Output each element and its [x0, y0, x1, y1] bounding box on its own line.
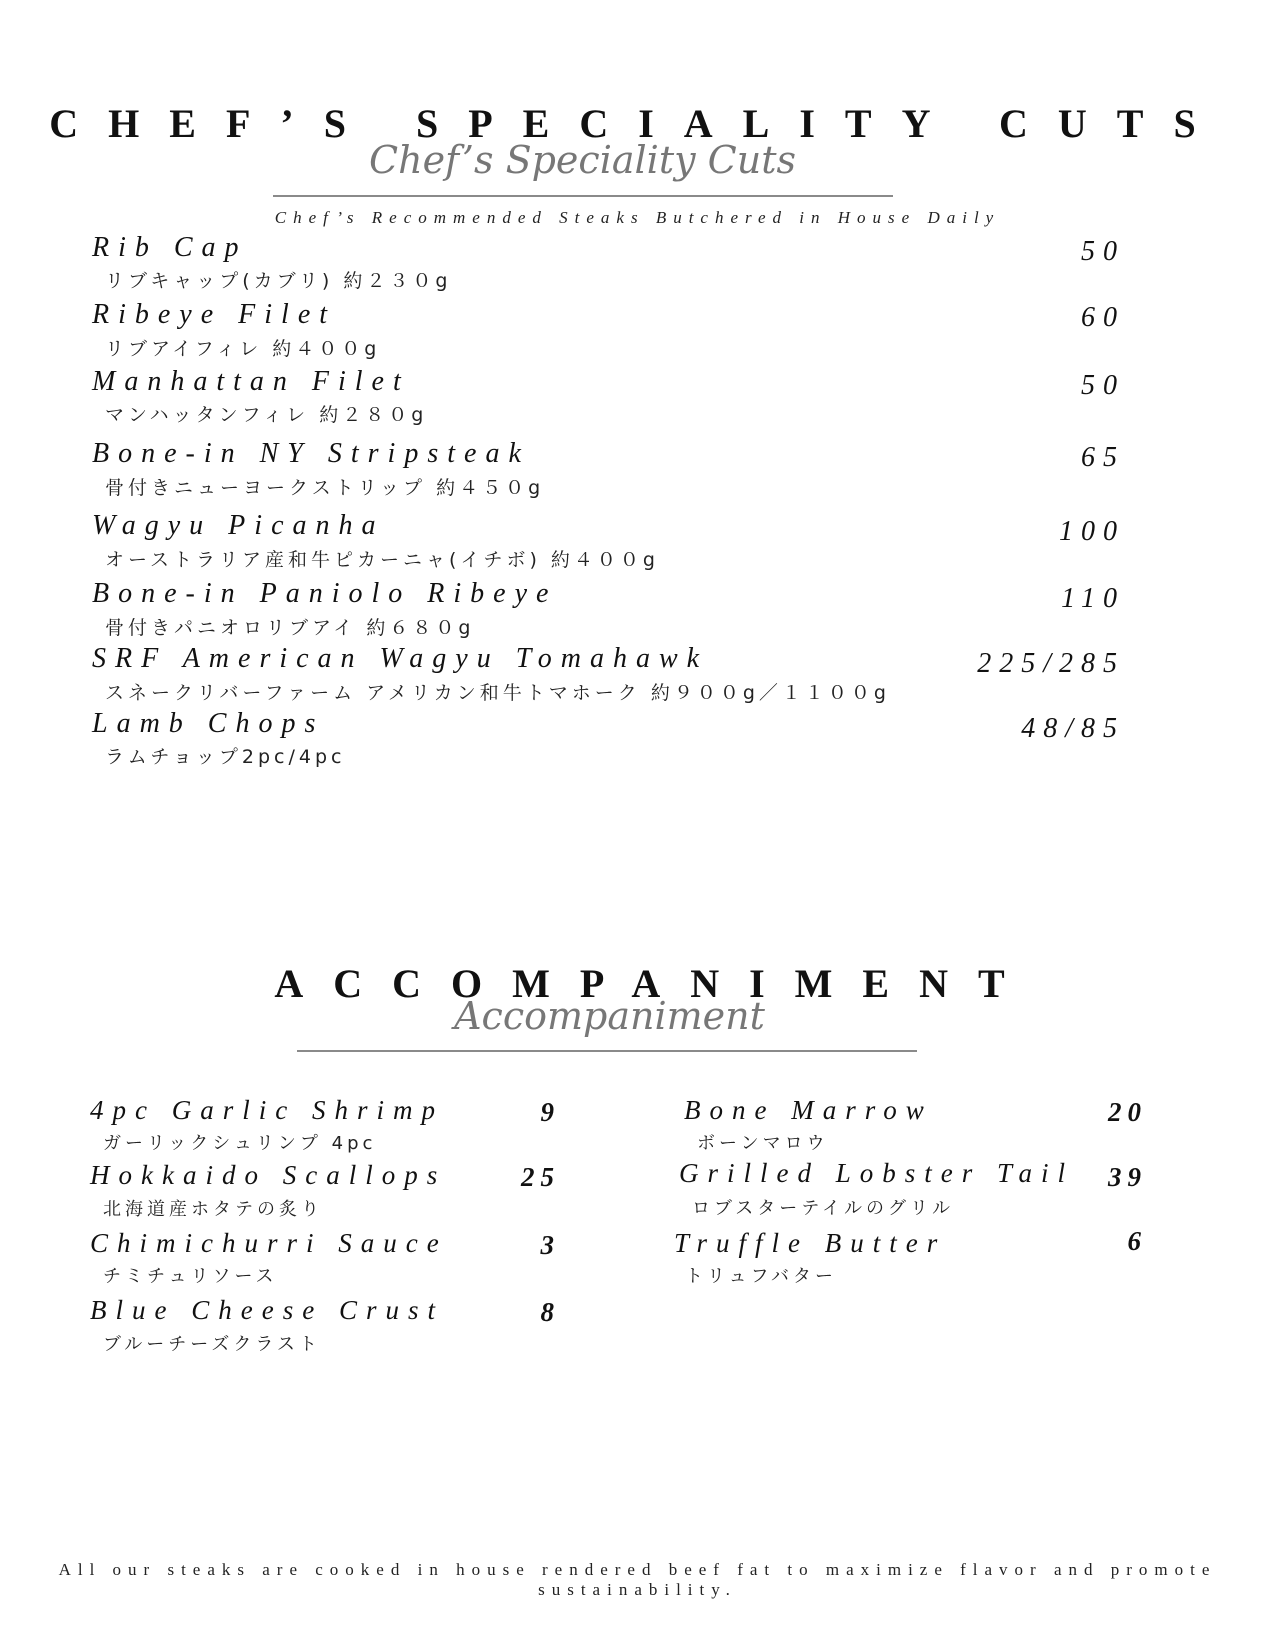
item-japanese-name: マンハッタンフィレ 約２８０g [105, 404, 428, 426]
item-price: 20 [1108, 1097, 1147, 1127]
item-name: Wagyu Picanha [92, 510, 385, 541]
item-japanese-name: ボーンマロウ [697, 1133, 829, 1154]
item-japanese-name: オーストラリア産和牛ピカーニャ(イチボ) 約４００g [105, 549, 659, 571]
item-japanese-name: トリュフバター [685, 1266, 838, 1287]
item-name: Grilled Lobster Tail [679, 1158, 1075, 1188]
chefs-script-title: Chef’s Speciality Cuts [369, 138, 796, 182]
item-name: Truffle Butter [674, 1228, 947, 1258]
item-name: Blue Cheese Crust [90, 1295, 444, 1325]
item-japanese-name: チミチュリソース [103, 1266, 278, 1287]
chefs-tagline: Chef’s Recommended Steaks Butchered in House Daily [274, 208, 1001, 227]
chefs-divider [273, 195, 893, 197]
item-japanese-name: 骨付きニューヨークストリップ 約４５０g [105, 477, 545, 499]
item-japanese-name: ロブスターテイルのグリル [692, 1198, 955, 1219]
item-name: 4pc Garlic Shrimp [90, 1095, 444, 1125]
item-price: 50 [1081, 236, 1125, 267]
item-price: 60 [1081, 302, 1125, 333]
item-japanese-name: ラムチョップ2pc/4pc [105, 746, 346, 768]
item-japanese-name: リブキャップ(カブリ) 約２３０g [105, 270, 452, 292]
item-name: Bone-in Paniolo Ribeye [92, 578, 558, 609]
item-price: 8 [540, 1297, 560, 1327]
item-name: Manhattan Filet [92, 366, 410, 397]
item-japanese-name: 北海道産ホタテの炙り [103, 1199, 323, 1220]
item-price: 65 [1081, 442, 1125, 473]
chefs-section-title: CHEF’S SPECIALITY CUTS [49, 101, 1226, 146]
item-name: Chimichurri Sauce [90, 1228, 448, 1258]
item-price: 3 [540, 1230, 560, 1260]
accompaniment-section-title: ACCOMPANIMENT [274, 961, 1035, 1006]
item-price: 9 [540, 1097, 560, 1127]
item-price: 48/85 [1021, 713, 1125, 744]
item-japanese-name: ガーリックシュリンプ 4pc [103, 1133, 377, 1154]
item-name: Lamb Chops [92, 708, 325, 739]
item-price: 50 [1081, 370, 1125, 401]
item-name: Rib Cap [92, 232, 248, 263]
item-price: 39 [1108, 1162, 1147, 1192]
item-price: 100 [1059, 516, 1125, 547]
item-price: 110 [1061, 583, 1125, 614]
item-price: 225/285 [977, 648, 1125, 679]
item-japanese-name: 骨付きパニオロリブアイ 約６８０g [105, 617, 475, 639]
item-japanese-name: リブアイフィレ 約４００g [105, 338, 381, 360]
item-name: SRF American Wagyu Tomahawk [92, 643, 709, 674]
footer-note: All our steaks are cooked in house rendered beef fat to maximize flavor and promote sustainability. [58, 1560, 1217, 1599]
item-japanese-name: ブルーチーズクラスト [103, 1334, 321, 1355]
accompaniment-divider [297, 1050, 917, 1052]
item-name: Hokkaido Scallops [90, 1160, 447, 1190]
item-name: Bone-in NY Stripsteak [92, 438, 530, 469]
item-price: 25 [521, 1162, 560, 1192]
item-price: 6 [1127, 1226, 1147, 1256]
accompaniment-script-title: Accompaniment [454, 994, 765, 1038]
item-name: Ribeye Filet [92, 299, 337, 330]
item-name: Bone Marrow [684, 1095, 933, 1125]
item-japanese-name: スネークリバーファーム アメリカン和牛トマホーク 約９００g／１１００g [105, 682, 890, 704]
